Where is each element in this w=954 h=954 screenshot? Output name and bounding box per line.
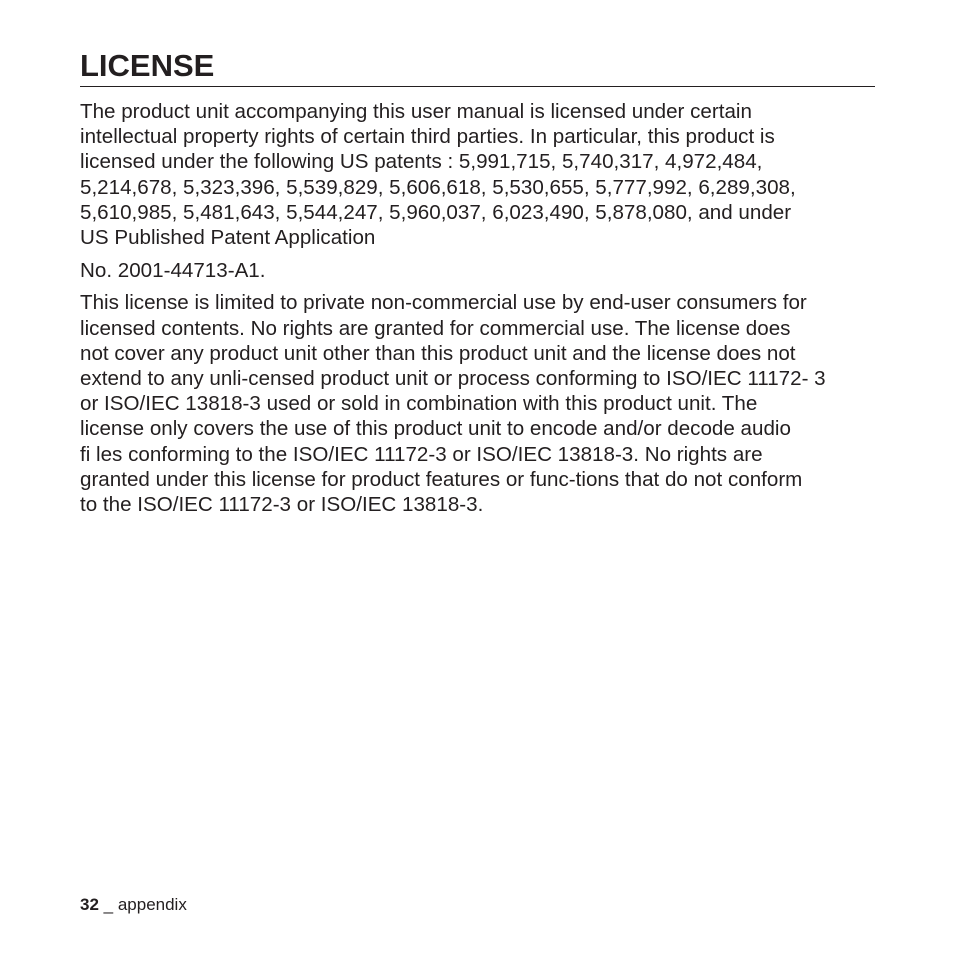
text-line: The product unit accompanying this user manual is licensed under certain [80,100,752,123]
text-line: intellectual property rights of certain third parties. In particular, this product is [80,125,775,149]
page-title: LICENSE [80,48,215,83]
text-line: license only covers the use of this product unit to encode and/or decode audio [80,417,791,441]
text-line: fi les conforming to the ISO/IEC 11172-3 or ISO/IEC 13818-3. No rights are [80,442,763,466]
text-line: No. 2001-44713-A1. [80,258,266,282]
text-line: not cover any product unit other than this product unit and the license does not [80,341,796,365]
patent-paragraph [80,99,880,250]
text-line: to the ISO/IEC 11172-3 or ISO/IEC 13818-3. [80,493,484,517]
footer-separator: _ [98,895,118,914]
text-line: or ISO/IEC 13818-3 used or sold in combination with this product unit. The [80,392,758,416]
text-line: licensed contents. No rights are granted for commercial use. The license does [80,316,791,340]
text-line: licensed under the following US patents : 5,991,715, 5,740,317, 4,972,484, [80,150,763,174]
text-line: 5,610,985, 5,481,643, 5,544,247, 5,960,037, 6,023,490, 5,878,080, and under [80,200,792,224]
text-line: This license is limited to private non-commercial use by end-user consumers for [80,291,807,315]
title-divider [80,86,875,87]
license-scope-paragraph [80,290,880,517]
text-line: US Published Patent Application [80,226,376,250]
text-line: granted under this license for product features or func-tions that do not conform [80,467,803,491]
text-line: extend to any unli-censed product unit or process conforming to ISO/IEC 11172- 3 [80,367,826,391]
license-body [80,99,880,525]
text-line: 5,214,678, 5,323,396, 5,539,829, 5,606,618, 5,530,655, 5,777,992, 6,289,308, [80,175,796,199]
section-name: appendix [117,895,187,914]
page-number: 32 [80,895,99,914]
application-number-paragraph [80,258,880,283]
page-footer [80,895,187,915]
